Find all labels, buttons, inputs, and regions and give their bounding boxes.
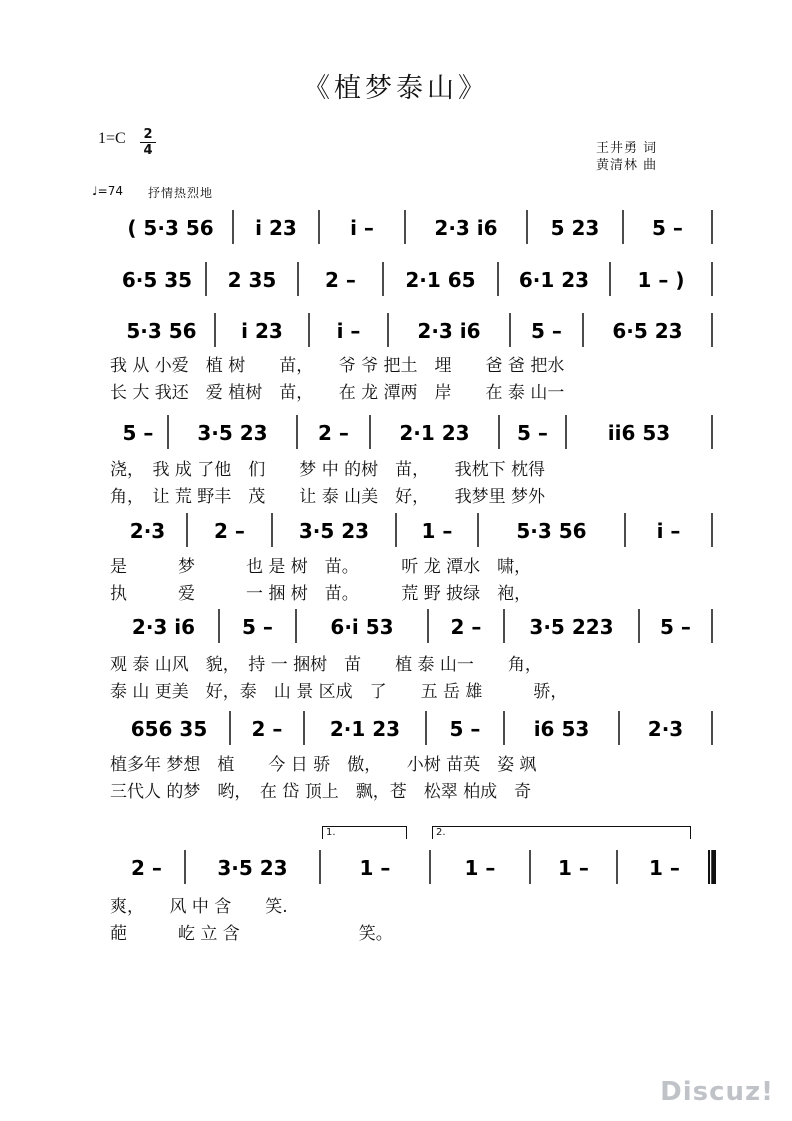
measure-notes: 5 – (449, 717, 481, 741)
volta-first-ending: 1. (322, 826, 407, 839)
measure-notes: 5 – (531, 319, 562, 343)
measure-notes: 1 – (464, 856, 496, 880)
volta-second-ending: 2. (432, 826, 691, 839)
measure-notes: 2·3 (647, 717, 684, 741)
measure-notes: 2 – (214, 519, 245, 543)
key-signature: 1=C (98, 130, 126, 147)
measure-notes: i 23 (241, 319, 283, 343)
measure-notes: i – (350, 216, 374, 240)
measure-notes: 5 – (122, 421, 154, 445)
tempo-mark: ♩=74 (92, 184, 123, 198)
measure-notes: 6·i 53 (330, 615, 394, 639)
time-signature-top: 2 (143, 127, 153, 142)
measure-notes: 2·3 i6 (434, 216, 498, 240)
composer: 黄清林 曲 (596, 158, 658, 173)
expression-mark: 抒情热烈地 (148, 186, 214, 200)
measure-notes: 5 – (242, 615, 273, 639)
measure-notes: 5 23 (550, 216, 600, 240)
lyric-line: 浇， 我 成 了他 们 梦 中 的树 苗， 我枕下 枕得 (110, 460, 546, 480)
lyric-line: 角， 让 荒 野丰 茂 让 泰 山美 好， 我梦里 梦外 (110, 487, 546, 507)
measure-notes: 3·5 223 (529, 615, 614, 639)
measure-notes: 5 – (517, 421, 548, 445)
lyric-line: 葩 屹 立 含 笑。 (110, 924, 393, 944)
measure-notes: 1 – (421, 519, 453, 543)
lyric-line: 我 从 小爱 植 树 苗， 爷 爷 把土 埋 爸 爸 把水 (110, 356, 565, 376)
measure-notes: 3·5 23 (197, 421, 268, 445)
measure-notes: 2·3 (129, 519, 166, 543)
measure-notes: 3·5 23 (298, 519, 370, 543)
watermark-logo: Discuz! (660, 1077, 774, 1107)
measure-notes: 5 – (652, 216, 683, 240)
measure-notes: 2 – (325, 268, 356, 292)
time-signature-bottom: 4 (143, 143, 153, 158)
lyric-line: 爽， 风 中 含 笑. (110, 897, 288, 917)
lyricist: 王井勇 词 (596, 141, 658, 156)
measure-notes: 1 – (558, 856, 589, 880)
measure-notes: 3·5 23 (217, 856, 288, 880)
lyric-line: 是 梦 也 是 树 苗。 听 龙 潭水 啸， (110, 557, 532, 577)
measure-notes: 6·1 23 (518, 268, 590, 292)
measure-notes: ( 5·3 56 (127, 216, 214, 240)
measure-notes: 1 – (359, 856, 391, 880)
measure-notes: 2·3 i6 (417, 319, 481, 343)
measure-notes: ii6 53 (607, 421, 671, 445)
measure-notes: 5·3 56 (516, 519, 587, 543)
measure-notes: 2 35 (227, 268, 277, 292)
measure-notes: 5·3 56 (126, 319, 197, 343)
measure-notes: 2·3 i6 (131, 615, 196, 639)
song-title: 《植梦泰山》 (303, 73, 489, 104)
measure-notes: 2·1 65 (405, 268, 476, 292)
measure-notes: 1 – (649, 856, 680, 880)
lyric-line: 泰 山 更美 好，泰 山 景 区成 了 五 岳 雄 骄， (110, 682, 568, 702)
lyric-line: 三代人 的梦 哟， 在 岱 顶上 飘，苍 松翠 柏成 奇 (110, 782, 532, 802)
measure-notes: 2 – (450, 615, 482, 639)
measure-notes: 2 – (131, 856, 162, 880)
measure-notes: 2 – (318, 421, 349, 445)
lyric-line: 植多年 梦想 植 今 日 骄 傲， 小树 苗英 姿 飒 (110, 755, 537, 775)
measure-notes: 6·5 23 (612, 319, 683, 343)
measure-notes: 1 – ) (637, 268, 685, 292)
measure-notes: 6·5 35 (121, 268, 193, 292)
measure-notes: 2·1 23 (329, 717, 401, 741)
lyric-line: 执 爱 一 捆 树 苗。 荒 野 披绿 袍， (110, 584, 532, 604)
measure-notes: i – (656, 519, 681, 543)
measure-notes: 2·1 23 (399, 421, 470, 445)
measure-notes: 656 35 (130, 717, 208, 741)
measure-notes: i6 53 (533, 717, 590, 741)
measure-notes: 5 – (660, 615, 691, 639)
measure-notes: i 23 (255, 216, 297, 240)
lyric-line: 长 大 我还 爱 植树 苗， 在 龙 潭两 岸 在 泰 山一 (110, 383, 565, 403)
measure-notes: 2 – (251, 717, 283, 741)
measure-notes: i – (336, 319, 361, 343)
lyric-line: 观 泰 山风 貌， 持 一 捆树 苗 植 泰 山一 角， (110, 655, 542, 675)
